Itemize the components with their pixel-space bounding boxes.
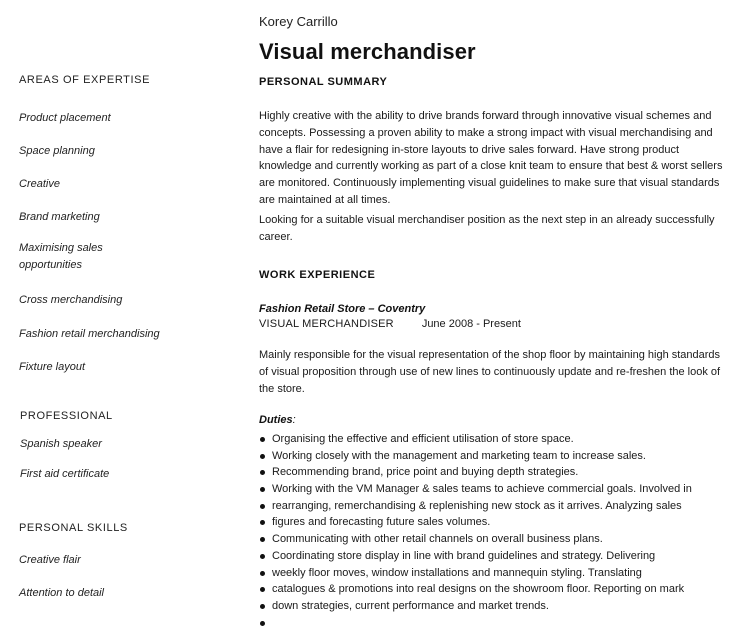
bullet-icon bbox=[260, 554, 265, 559]
duty-text: Recommending brand, price point and buying depth strategies. bbox=[272, 466, 579, 479]
bullet-icon bbox=[260, 604, 265, 609]
bullet-icon bbox=[260, 587, 265, 592]
duty-item bbox=[259, 464, 724, 481]
duties-list bbox=[259, 431, 724, 631]
duty-item bbox=[259, 531, 724, 548]
bullet-icon bbox=[260, 487, 265, 492]
expertise-item: Space planning bbox=[19, 145, 95, 157]
duties-label-text: Duties bbox=[259, 414, 293, 426]
duty-text: figures and forecasting future sales volumes. bbox=[272, 516, 491, 529]
job-description: Mainly responsible for the visual representation of the shop floor by maintaining high standards of visual proposition through use of new lines to continuously update and re-freshen the look of the store. bbox=[259, 349, 721, 395]
expertise-item: Fixture layout bbox=[19, 361, 86, 373]
bullet-icon bbox=[260, 537, 265, 542]
role-title: VISUAL MERCHANDISER bbox=[259, 318, 394, 330]
candidate-name: Korey Carrillo bbox=[259, 14, 338, 29]
duty-text: down strategies, current performance and market trends. bbox=[272, 599, 549, 612]
duty-item bbox=[259, 598, 724, 615]
duty-text: Communicating with other retail channels on overall business plans. bbox=[272, 533, 603, 546]
expertise-item: Product placement bbox=[19, 112, 111, 124]
duty-text: catalogues & promotions into real designs on the showroom floor. Reporting on mark bbox=[272, 583, 685, 596]
expertise-item: Maximising sales opportunities bbox=[19, 242, 103, 271]
bullet-icon bbox=[260, 520, 265, 525]
duty-item bbox=[259, 565, 724, 582]
summary-paragraph: Highly creative with the ability to drive brands forward through innovative visual schemes and concepts. Possessing a proven ability to make a strong impact with visual merchandising and have a flair for redesigning in-store layouts to drive sales forward. Have strong product knowledge and currently working as part of a close knit team to ensure that best & worst sellers are monitored. Continuously implementing visual guidelines to make sure that visual standards are maintained at all times. bbox=[259, 110, 723, 206]
bullet-icon bbox=[260, 571, 265, 576]
duty-item bbox=[259, 548, 724, 565]
duty-item bbox=[259, 448, 724, 465]
duty-item bbox=[259, 481, 724, 498]
professional-item: First aid certificate bbox=[20, 468, 110, 480]
work-experience-heading: WORK EXPERIENCE bbox=[259, 269, 376, 281]
role-line bbox=[259, 318, 521, 330]
bullet-icon bbox=[260, 621, 265, 626]
duty-item bbox=[259, 498, 724, 515]
duty-item bbox=[259, 514, 724, 531]
personal-skill-item: Creative flair bbox=[19, 554, 81, 566]
duty-text: Working with the VM Manager & sales teams to achieve commercial goals. Involved in bbox=[272, 483, 692, 496]
duty-text: Working closely with the management and marketing team to increase sales. bbox=[272, 449, 646, 462]
professional-item: Spanish speaker bbox=[20, 438, 102, 450]
bullet-icon bbox=[260, 454, 265, 459]
duty-text: weekly floor moves, window installations and mannequin styling. Translating bbox=[272, 566, 642, 579]
role-dates: June 2008 - Present bbox=[421, 318, 521, 330]
duties-label bbox=[259, 414, 296, 426]
bullet-icon bbox=[260, 437, 265, 442]
duty-item bbox=[259, 431, 724, 448]
duty-text: Coordinating store display in line with brand guidelines and strategy. Delivering bbox=[272, 549, 656, 562]
expertise-item: Creative bbox=[19, 178, 60, 190]
personal-skill-item: Attention to detail bbox=[19, 587, 105, 599]
duties-colon: : bbox=[292, 414, 296, 426]
duty-item bbox=[259, 581, 724, 598]
personal-summary-heading: PERSONAL SUMMARY bbox=[259, 76, 388, 88]
duty-text: Organising the effective and efficient utilisation of store space. bbox=[272, 433, 574, 445]
duty-text: rearranging, remerchandising & replenishing new stock as it arrives. Analyzing sales bbox=[272, 499, 682, 512]
bullet-icon bbox=[260, 504, 265, 509]
job-title: Visual merchandiser bbox=[259, 39, 476, 64]
duty-item bbox=[259, 615, 724, 631]
bullet-icon bbox=[260, 470, 265, 475]
areas-of-expertise-heading: AREAS OF EXPERTISE bbox=[19, 74, 151, 86]
expertise-item: Brand marketing bbox=[19, 211, 100, 223]
personal-skills-heading: PERSONAL SKILLS bbox=[19, 522, 128, 534]
expertise-item: Fashion retail merchandising bbox=[19, 328, 160, 340]
professional-heading: PROFESSIONAL bbox=[20, 410, 113, 422]
company-name: Fashion Retail Store – Coventry bbox=[259, 303, 426, 315]
expertise-item: Cross merchandising bbox=[19, 294, 123, 306]
summary-paragraph: Looking for a suitable visual merchandiser position as the next step in an already successfully career. bbox=[259, 214, 715, 243]
